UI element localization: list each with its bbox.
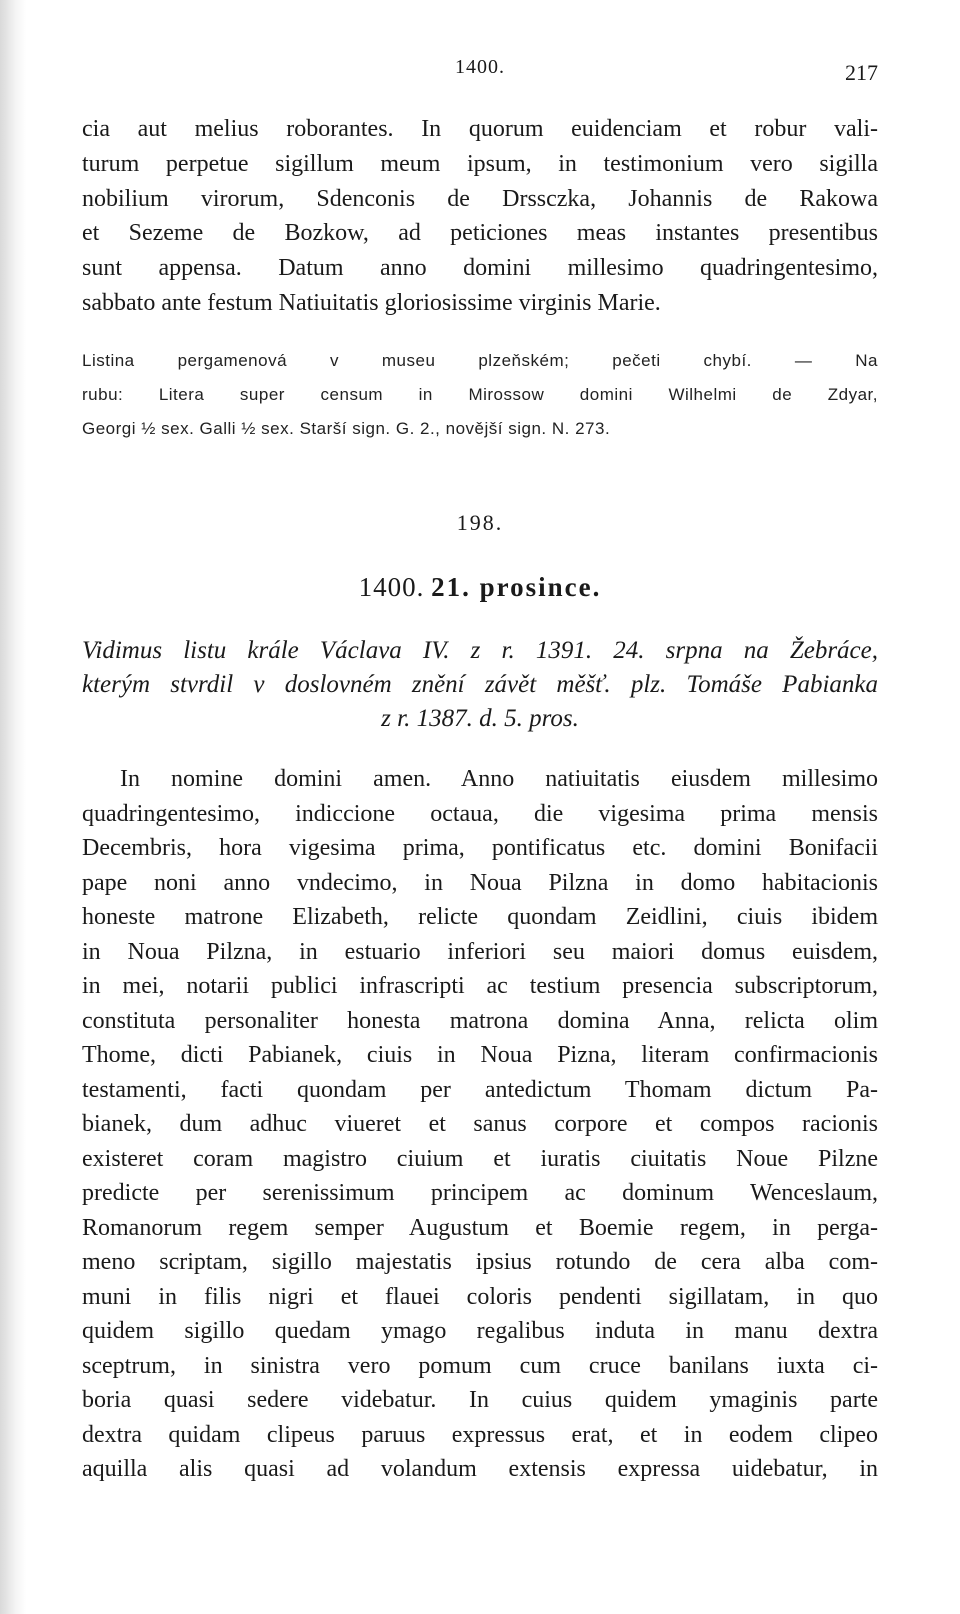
text-line: turum perpetue sigillum meum ipsum, in testimonium vero sigilla <box>82 150 878 177</box>
regest-line: kterým stvrdil v doslovném znění závět měšť. plz. Tomáše Pabianka <box>82 671 878 698</box>
regest-line: z r. 1387. d. 5. pros. <box>381 705 579 732</box>
header-year: 1400. <box>455 56 505 78</box>
note-line: Listina pergamenová v museu plzeňském; pečeti chybí. — Na <box>82 351 878 370</box>
text-line: bianek, dum adhuc viueret et sanus corpore et compos racionis <box>82 1111 878 1137</box>
paragraph-main <box>82 762 878 1487</box>
text-line: dextra quidam clipeus paruus expressus erat, et in eodem clipeo <box>82 1421 878 1448</box>
text-line: aquilla alis quasi ad volandum extensis expressa uidebatur, in <box>82 1456 878 1482</box>
text-line: cia aut melius roborantes. In quorum euidenciam et robur vali- <box>82 116 878 142</box>
binding-shadow <box>0 0 26 1614</box>
text-line: boria quasi sedere videbatur. In cuius quidem ymaginis parte <box>82 1387 878 1413</box>
note-line: Georgi ½ sex. Galli ½ sex. Starší sign. G. 2., novější sign. N. 273. <box>82 419 611 438</box>
text-line: honeste matrone Elizabeth, relicte quondam Zeidlini, ciuis ibidem <box>82 904 878 930</box>
text-line: Thome, dicti Pabianek, ciuis in Noua Pizna, literam confirmacionis <box>82 1042 878 1068</box>
date-year: 1400. <box>358 572 425 602</box>
regest <box>82 634 878 736</box>
text-line: In nomine domini amen. Anno natiuitatis eiusdem millesimo <box>120 766 878 792</box>
paragraph-top <box>82 112 878 321</box>
running-header <box>82 52 878 92</box>
text-line: nobilium virorum, Sdenconis de Drssczka, Johannis de Rakowa <box>82 185 878 212</box>
text-line: sceptrum, in sinistra vero pomum cum cruce banilans iuxta ci- <box>82 1352 878 1379</box>
text-line: quidem sigillo quedam ymago regalibus induta in manu dextra <box>82 1318 878 1344</box>
text-line: in mei, notarii publici infrascripti ac testium presencia subscriptorum, <box>82 973 878 999</box>
page-number: 217 <box>845 60 878 85</box>
text-line: pape noni anno vndecimo, in Noua Pilzna in domo habitacionis <box>82 869 878 896</box>
text-line: constituta personaliter honesta matrona domina Anna, relicta olim <box>82 1007 878 1034</box>
text-line: Romanorum regem semper Augustum et Boemie regem, in perga- <box>82 1214 878 1241</box>
note-line: rubu: Litera super censum in Mirossow domini Wilhelmi de Zdyar, <box>82 385 878 404</box>
regest-line: Vidimus listu krále Václava IV. z r. 1391. 24. srpna na Žebráce, <box>82 637 878 664</box>
document-number: 198. <box>456 510 504 535</box>
text-line: quadringentesimo, indiccione octaua, die vigesima prima mensis <box>82 800 878 827</box>
date-heading <box>0 572 960 603</box>
text-line: muni in filis nigri et flauei coloris pendenti sigillatam, in quo <box>82 1283 878 1310</box>
text-line: predicte per serenissimum principem ac dominum Wenceslaum, <box>82 1180 878 1206</box>
text-line: meno scriptam, sigillo majestatis ipsius rotundo de cera alba com- <box>82 1249 878 1275</box>
text-line: testamenti, facti quondam per antedictum Thomam dictum Pa- <box>82 1076 878 1103</box>
text-line: Decembris, hora vigesima prima, pontificatus etc. domini Bonifacii <box>82 835 878 861</box>
date-day-month: 21. prosince. <box>431 572 602 602</box>
archival-note <box>82 344 878 446</box>
text-line: sunt appensa. Datum anno domini millesimo quadringentesimo, <box>82 255 878 282</box>
text-line: in Noua Pilzna, in estuario inferiori seu maiori domus euisdem, <box>82 938 878 965</box>
text-line: sabbato ante festum Natiuitatis gloriosissime virginis Marie. <box>82 289 661 316</box>
text-line: existeret coram magistro ciuium et iuratis ciuitatis Noue Pilzne <box>82 1145 878 1172</box>
text-line: et Sezeme de Bozkow, ad peticiones meas instantes presentibus <box>82 220 878 247</box>
